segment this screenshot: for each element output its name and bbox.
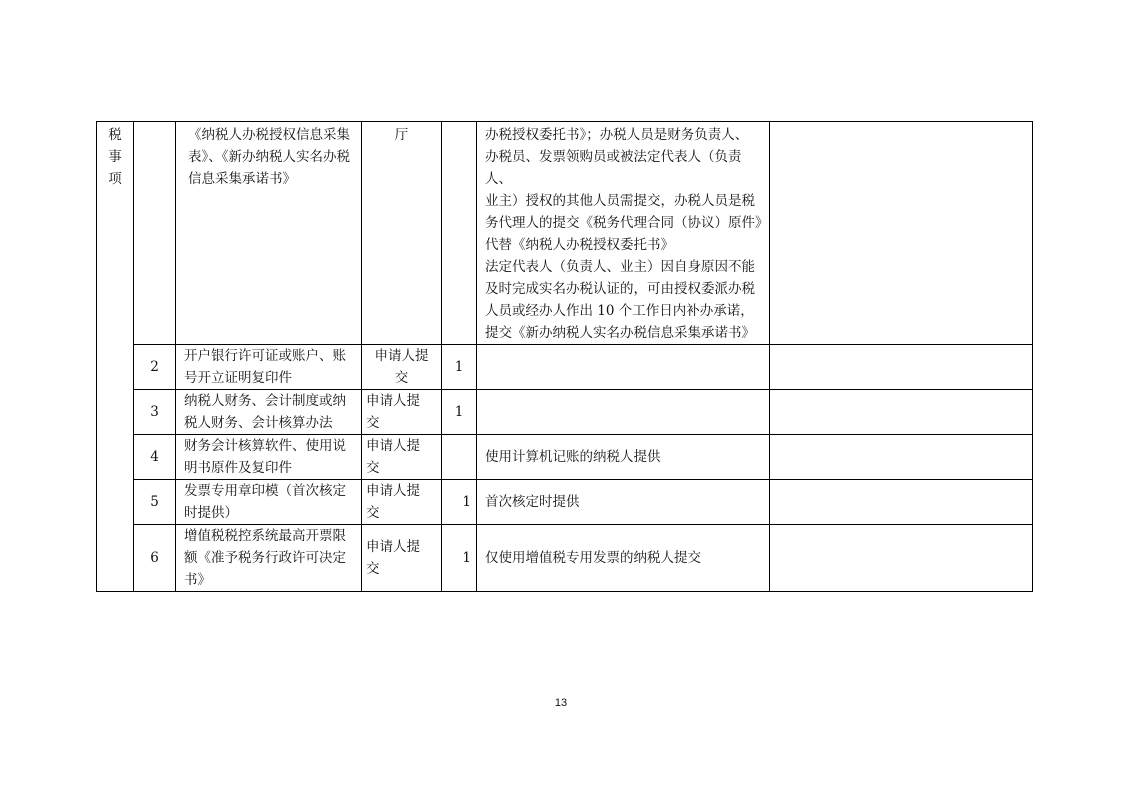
material-source-line: 交: [366, 505, 380, 521]
material-note: [477, 390, 770, 435]
material-note: [477, 480, 770, 525]
material-name-line: 《纳税人办税授权信息采集: [188, 127, 350, 143]
material-source-line: 申请人提: [366, 438, 420, 454]
material-name-line: 额《准予税务行政许可决定: [184, 550, 346, 566]
material-name-line: 财务会计核算软件、使用说: [184, 438, 346, 454]
material-source: [362, 122, 442, 345]
category-char: 税: [108, 127, 122, 143]
material-name-line: 发票专用章印模（首次核定: [184, 483, 346, 499]
category-char: 事: [108, 149, 122, 165]
material-note: [477, 435, 770, 480]
material-qty: [442, 435, 477, 480]
material-source: [362, 390, 442, 435]
material-note-line: 使用计算机记账的纳税人提供: [485, 449, 661, 465]
row-number: 5: [134, 480, 176, 525]
material-qty: 1: [442, 525, 477, 592]
material-name: [176, 122, 362, 345]
material-source: [362, 525, 442, 592]
material-name-line: 号开立证明复印件: [184, 370, 292, 386]
material-note: [477, 525, 770, 592]
material-note-line: 办税授权委托书》；办税人员是财务负责人、: [485, 127, 749, 143]
material-qty: [442, 122, 477, 345]
material-name-line: 税人财务、会计核算办法: [184, 415, 333, 431]
requirements-table: [96, 121, 1033, 592]
material-note-line: 及时完成实名办税认证的，可由授权委派办税: [485, 281, 755, 297]
material-source: [362, 480, 442, 525]
material-source-line: 申请人提: [366, 539, 420, 555]
material-name-line: 纳税人财务、会计制度或纳: [184, 393, 346, 409]
material-name-line: 时提供）: [184, 505, 238, 521]
extra-cell: [770, 435, 1033, 480]
material-qty: 1: [442, 390, 477, 435]
material-note-line: 首次核定时提供: [485, 494, 580, 510]
material-source-line: 交: [366, 561, 380, 577]
material-name: [176, 390, 362, 435]
row-number: 4: [134, 435, 176, 480]
material-name: [176, 480, 362, 525]
material-source: [362, 345, 442, 390]
material-source-line: 申请人提: [366, 393, 420, 409]
material-source-line: 交: [394, 370, 409, 386]
row-number: [134, 122, 176, 345]
material-note-line: 办税员、发票领购员或被法定代表人（负责人、: [485, 149, 742, 187]
extra-cell: [770, 390, 1033, 435]
material-name: [176, 435, 362, 480]
material-note-line: 代替《纳税人办税授权委托书》: [485, 237, 674, 253]
material-qty: 1: [442, 345, 477, 390]
material-note-line: 提交《新办纳税人实名办税信息采集承诺书》: [485, 325, 755, 341]
material-note-line: 务代理人的提交《税务代理合同（协议）原件》: [485, 215, 769, 231]
material-note-line: 仅使用增值税专用发票的纳税人提交: [485, 550, 701, 566]
material-source-line: 交: [366, 460, 380, 476]
material-name-line: 表》、《新办纳税人实名办税: [188, 149, 350, 165]
material-name: [176, 525, 362, 592]
row-number: 2: [134, 345, 176, 390]
table-row: [97, 480, 1033, 525]
extra-cell: [770, 525, 1033, 592]
material-source-line: 申请人提: [366, 483, 420, 499]
material-note-line: 法定代表人（负责人、业主）因自身原因不能: [485, 259, 755, 275]
material-name: [176, 345, 362, 390]
material-source-line: 厅: [394, 127, 409, 143]
table-row: [97, 390, 1033, 435]
table-row: [97, 525, 1033, 592]
material-note: [477, 345, 770, 390]
material-note: [477, 122, 770, 345]
material-source-line: 申请人提: [374, 348, 429, 364]
row-number: 6: [134, 525, 176, 592]
material-name-line: 明书原件及复印件: [184, 460, 292, 476]
category-char: 项: [108, 171, 122, 187]
page-number: 13: [554, 697, 568, 709]
material-note-line: 人员或经办人作出 10 个工作日内补办承诺，: [485, 303, 754, 319]
material-name-line: 书》: [184, 572, 211, 588]
material-name-line: 开户银行许可证或账户、账: [184, 348, 346, 364]
row-number: 3: [134, 390, 176, 435]
material-source: [362, 435, 442, 480]
category-cell: [97, 122, 134, 592]
table-row: [97, 435, 1033, 480]
table-row: [97, 345, 1033, 390]
material-source-line: 交: [366, 415, 380, 431]
material-name-line: 信息采集承诺书》: [188, 171, 296, 187]
extra-cell: [770, 480, 1033, 525]
extra-cell: [770, 122, 1033, 345]
table-row: [97, 122, 1033, 345]
extra-cell: [770, 345, 1033, 390]
material-qty: 1: [442, 480, 477, 525]
material-name-line: 增值税税控系统最高开票限: [184, 528, 346, 544]
material-note-line: 业主）授权的其他人员需提交，办税人员是税: [485, 193, 755, 209]
